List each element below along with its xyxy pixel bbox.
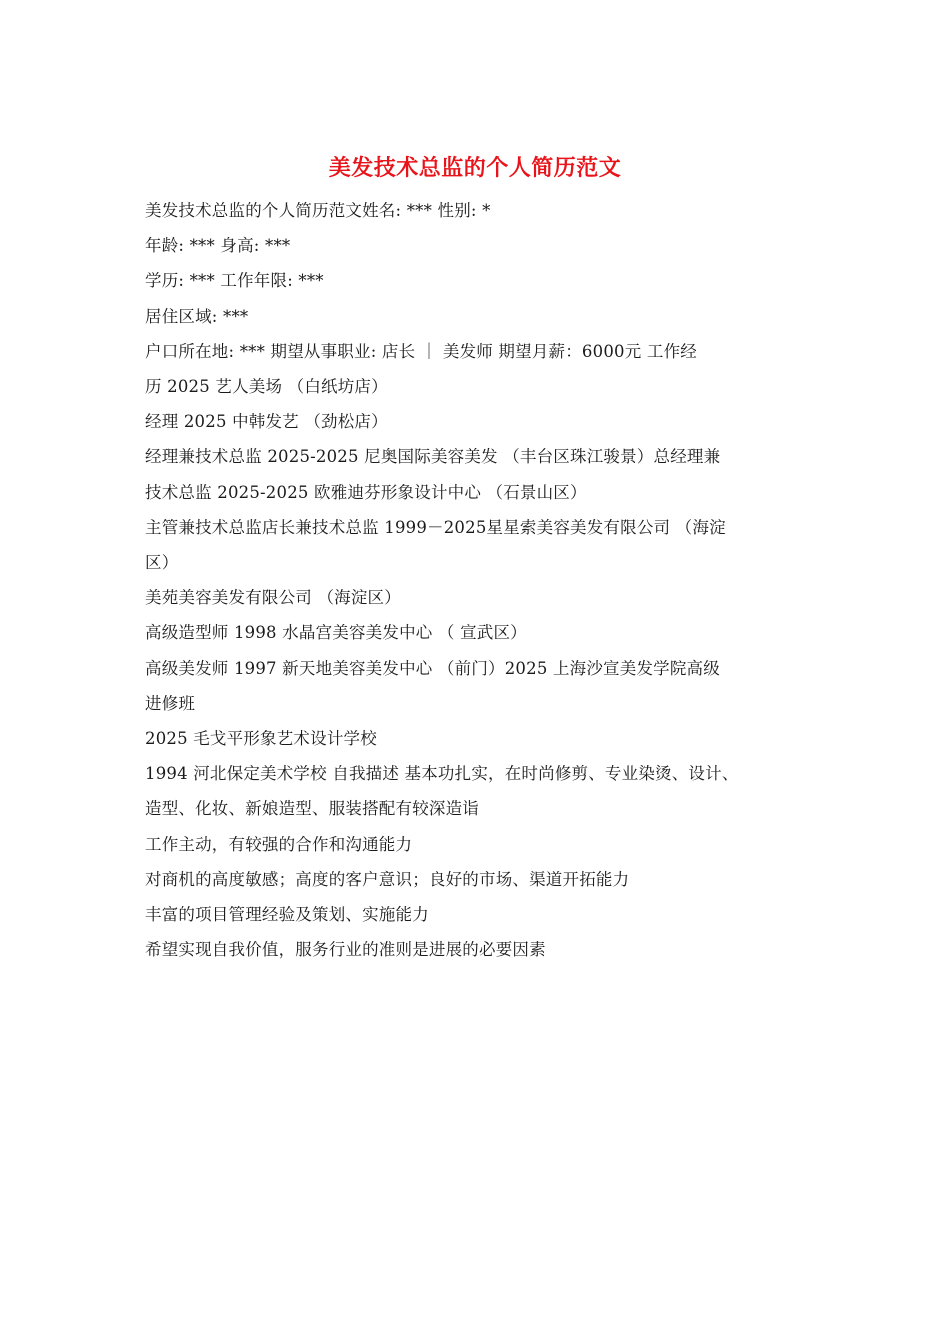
- body-line: 高级造型师 1998 水晶宫美容美发中心 （ 宣武区）: [145, 623, 527, 643]
- body-line: 户口所在地: *** 期望从事职业: 店长 ｜ 美发师 期望月薪：6000元 工作经: [145, 341, 697, 361]
- document-title: 美发技术总监的个人简历范文: [328, 155, 622, 181]
- body-line: 丰富的项目管理经验及策划、实施能力: [145, 905, 429, 925]
- body-line: 年龄: *** 身高: ***: [145, 236, 291, 256]
- body-line: 经理 2025 中韩发艺 （劲松店）: [145, 412, 388, 432]
- body-line: 历 2025 艺人美场 （白纸坊店）: [145, 377, 388, 397]
- body-line: 对商机的高度敏感；高度的客户意识；良好的市场、渠道开拓能力: [145, 869, 630, 889]
- document-body: [145, 193, 825, 967]
- body-line: 高级美发师 1997 新天地美容美发中心 （前门）2025 上海沙宣美发学院高级: [145, 658, 720, 678]
- body-line: 2025 毛戈平形象艺术设计学校: [145, 729, 377, 749]
- body-line: 经理兼技术总监 2025-2025 尼奥国际美容美发 （丰台区珠江骏景）总经理兼: [145, 447, 721, 467]
- body-line: 造型、化妆、新娘造型、服装搭配有较深造诣: [145, 799, 479, 819]
- body-line: 美苑美容美发有限公司 （海淀区）: [145, 588, 401, 608]
- body-line: 学历: *** 工作年限: ***: [145, 271, 324, 291]
- body-line: 美发技术总监的个人简历范文姓名: *** 性别: *: [145, 201, 491, 220]
- body-line: 区）: [145, 553, 179, 573]
- body-line: 技术总监 2025-2025 欧雅迪芬形象设计中心 （石景山区）: [145, 482, 587, 502]
- body-line: 1994 河北保定美术学校 自我描述 基本功扎实，在时尚修剪、专业染烫、设计、: [145, 764, 739, 784]
- body-line: 工作主动，有较强的合作和沟通能力: [145, 834, 413, 854]
- body-line: 希望实现自我价值，服务行业的准则是进展的必要因素: [145, 940, 546, 960]
- body-line: 进修班: [145, 693, 196, 713]
- body-line: 主管兼技术总监店长兼技术总监 1999－2025星星索美容美发有限公司 （海淀: [145, 517, 726, 537]
- body-line: 居住区域: ***: [145, 306, 249, 326]
